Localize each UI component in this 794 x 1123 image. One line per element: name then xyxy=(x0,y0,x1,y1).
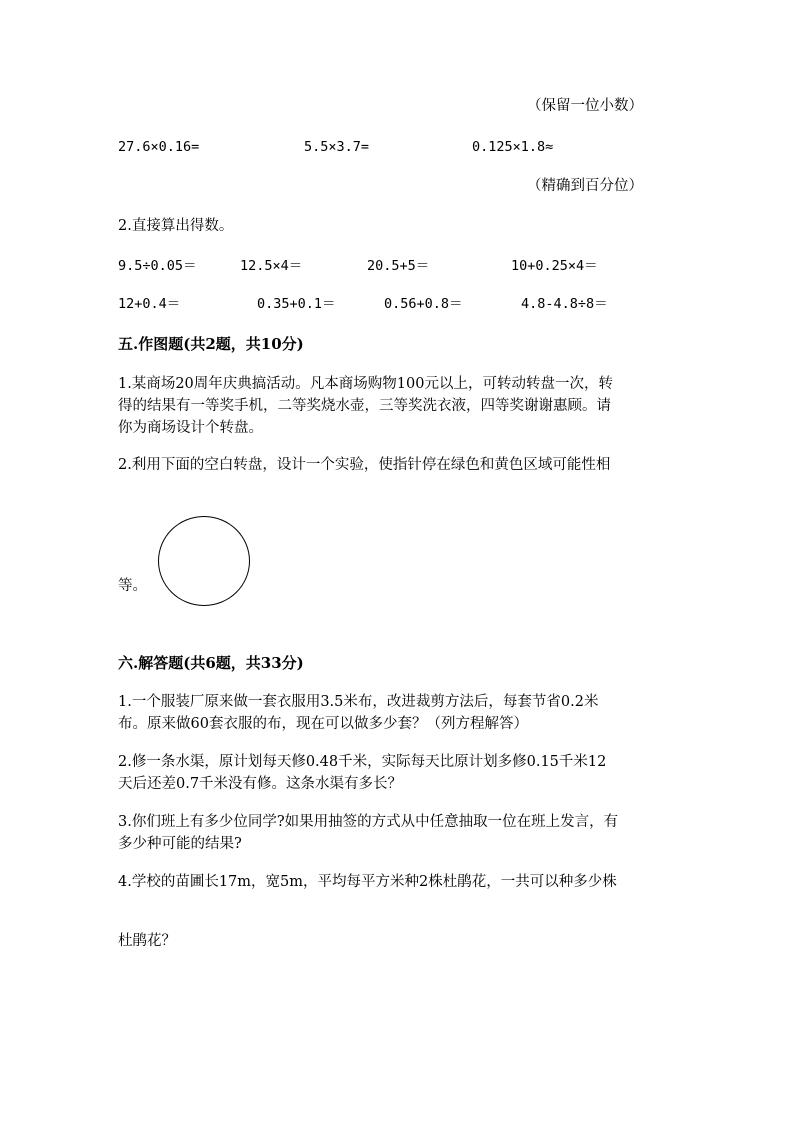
question-line: 2.利用下面的空白转盘，设计一个实验，使指针停在绿色和黄色区域可能性相 xyxy=(118,457,611,473)
calc-item: 9.5÷0.05＝ xyxy=(118,258,197,274)
question-line: 4.学校的苗圃长17m，宽5m，平均每平方米种2株杜鹃花，一共可以种多少株 xyxy=(118,874,617,890)
calc-item: 10+0.25×4＝ xyxy=(511,258,598,274)
calc-item: 4.8-4.8÷8＝ xyxy=(521,296,608,312)
question-line: 布。原来做60套衣服的布，现在可以做多少套？（列方程解答） xyxy=(118,716,528,732)
question-line: 杜鹃花？ xyxy=(118,933,176,949)
question-line: 1.一个服装厂原来做一套衣服用3.5米布，改进裁剪方法后，每套节省0.2米 xyxy=(118,694,599,710)
section-heading: 六.解答题(共6题，共33分) xyxy=(118,654,304,672)
calc-item: 12+0.4＝ xyxy=(118,296,181,312)
question-line: 你为商场设计个转盘。 xyxy=(118,420,263,436)
question-line: 2.修一条水渠，原计划每天修0.48千米，实际每天比原计划多修0.15千米12 xyxy=(118,754,607,770)
calc-item: 20.5+5＝ xyxy=(367,258,430,274)
calc-item: 0.35+0.1＝ xyxy=(257,296,336,312)
calc-item: 12.5×4＝ xyxy=(240,258,303,274)
question-line: 3.你们班上有多少位同学?如果用抽签的方式从中任意抽取一位在班上发言，有 xyxy=(118,814,619,830)
calc-item: 5.5×3.7= xyxy=(304,139,370,155)
blank-spinner-circle xyxy=(158,516,250,606)
precision-note: （精确到百分位） xyxy=(527,178,643,194)
calc-item: 27.6×0.16= xyxy=(118,139,200,155)
calc-item: 0.56+0.8＝ xyxy=(384,296,463,312)
question-line: 多少种可能的结果? xyxy=(118,836,242,852)
calc-item: 0.125×1.8≈ xyxy=(472,139,554,155)
question-title: 2.直接算出得数。 xyxy=(118,218,234,234)
question-line: 天后还差0.7千米没有修。这条水渠有多长？ xyxy=(118,776,403,792)
question-line: 1.某商场20周年庆典搞活动。凡本商场购物100元以上，可转动转盘一次，转 xyxy=(118,376,613,392)
rounding-note: （保留一位小数） xyxy=(527,98,643,114)
question-line: 等。 xyxy=(118,578,147,594)
section-heading: 五.作图题(共2题，共10分) xyxy=(118,335,304,353)
question-line: 得的结果有一等奖手机，二等奖烧水壶，三等奖洗衣液，四等奖谢谢惠顾。请 xyxy=(118,398,611,414)
